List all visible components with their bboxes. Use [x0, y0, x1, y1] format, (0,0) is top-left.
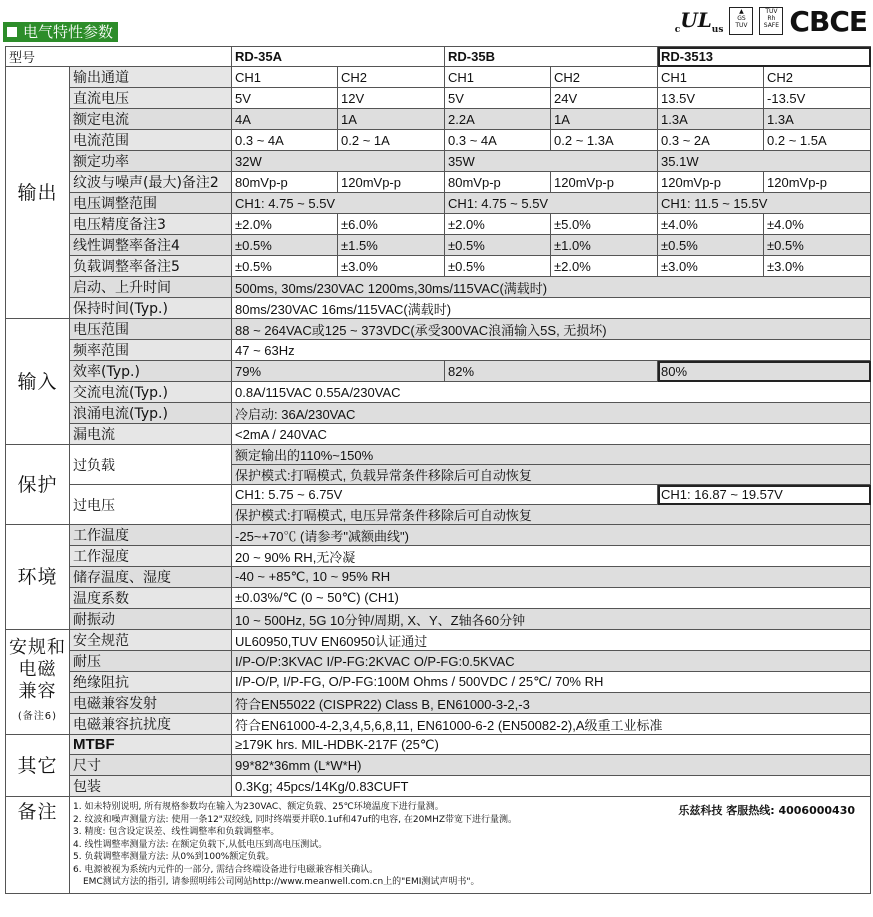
- cell: 35.1W: [658, 151, 871, 172]
- cell: 80%: [658, 361, 871, 382]
- tuv-mark-icon: TUV Rh SAFE: [759, 7, 783, 35]
- row-label: 负载调整率备注5: [70, 256, 232, 277]
- row-label: 电流范围: [70, 130, 232, 151]
- cell: -40 ~ +85℃, 10 ~ 95% RH: [232, 567, 871, 588]
- cell: ±0.5%: [445, 235, 551, 256]
- row-label: 电压调整范围: [70, 193, 232, 214]
- row-label: 电磁兼容抗扰度: [70, 714, 232, 735]
- cell: 4A: [232, 109, 338, 130]
- cell: 35W: [445, 151, 658, 172]
- cell: 0.3Kg; 45pcs/14Kg/0.83CUFT: [232, 776, 871, 797]
- group-protection: 保护: [6, 445, 70, 525]
- model-row: [6, 47, 871, 67]
- cell: CH1: 11.5 ~ 15.5V: [658, 193, 871, 214]
- row-label: 直流电压: [70, 88, 232, 109]
- note-line: 3. 精度: 包含设定误差、线性调整率和负载调整率。: [73, 827, 280, 837]
- cell: 0.8A/115VAC 0.55A/230VAC: [232, 382, 871, 403]
- cell: ±2.0%: [551, 256, 658, 277]
- cell: 120mVp-p: [551, 172, 658, 193]
- row-label: 线性调整率备注4: [70, 235, 232, 256]
- cell: ±1.0%: [551, 235, 658, 256]
- cell: ±6.0%: [338, 214, 445, 235]
- spec-table: [5, 46, 871, 894]
- row-label: 交流电流(Typ.): [70, 382, 232, 403]
- cell: ≥179K hrs. MIL-HDBK-217F (25℃): [232, 735, 871, 755]
- section-title-text: 电气特性参数: [23, 23, 114, 41]
- row-label: 耐振动: [70, 609, 232, 630]
- row-label: 安全规范: [70, 630, 232, 651]
- cell: 20 ~ 90% RH,无冷凝: [232, 546, 871, 567]
- row-label: 耐压: [70, 651, 232, 672]
- cell: I/P-O/P, I/P-FG, O/P-FG:100M Ohms / 500VDC / 25℃/ 70% RH: [232, 672, 871, 693]
- cell: CH1: [445, 67, 551, 88]
- cell: 79%: [232, 361, 445, 382]
- row-label: 过电压: [70, 485, 232, 525]
- row-label: 输出通道: [70, 67, 232, 88]
- cell: 80mVp-p: [445, 172, 551, 193]
- row-label: 效率(Typ.): [70, 361, 232, 382]
- group-input: 输入: [6, 319, 70, 445]
- cb-ce-logo: CBCE: [789, 4, 867, 38]
- cell: 0.2 ~ 1A: [338, 130, 445, 151]
- row-label: 纹波与噪声(最大)备注2: [70, 172, 232, 193]
- row-label: 浪涌电流(Typ.): [70, 403, 232, 424]
- note-line: EMC测试方法的指引, 请参照明纬公司网站http://www.meanwell.com.cn上的"EMI测试声明书"。: [83, 877, 480, 887]
- cell: ±0.5%: [232, 256, 338, 277]
- cell: 0.3 ~ 4A: [445, 130, 551, 151]
- cell: 13.5V: [658, 88, 764, 109]
- note-line: 5. 负载调整率测量方法: 从0%到100%额定负载。: [73, 852, 275, 862]
- cell: 47 ~ 63Hz: [232, 340, 871, 361]
- row-label: 绝缘阻抗: [70, 672, 232, 693]
- cell: ±5.0%: [551, 214, 658, 235]
- row-label: 保持时间(Typ.): [70, 298, 232, 319]
- cell: ±0.03%/℃ (0 ~ 50℃) (CH1): [232, 588, 871, 609]
- row-label: 温度系数: [70, 588, 232, 609]
- note-line: 4. 线性调整率测量方法: 在额定负载下,从低电压到高电压测试。: [73, 839, 328, 850]
- model-rd35b: RD-35B: [445, 47, 658, 67]
- row-label: 包装: [70, 776, 232, 797]
- cell: 10 ~ 500Hz, 5G 10分钟/周期, X、Y、Z轴各60分钟: [232, 609, 871, 630]
- cell: 80ms/230VAC 16ms/115VAC(满载时): [232, 298, 871, 319]
- row-label: 电磁兼容发射: [70, 693, 232, 714]
- row-label: 额定电流: [70, 109, 232, 130]
- cell: 符合EN61000-4-2,3,4,5,6,8,11, EN61000-6-2 (EN50082-2),A级重工业标准: [232, 714, 871, 735]
- cell: 保护模式:打嗝模式, 电压异常条件移除后可自动恢复: [232, 505, 871, 525]
- cell: 符合EN55022 (CISPR22) Class B, EN61000-3-2,-3: [232, 693, 871, 714]
- cell: 82%: [445, 361, 658, 382]
- cell: 24V: [551, 88, 658, 109]
- cell: CH1: 5.75 ~ 6.75V: [232, 485, 658, 505]
- cell: 冷启动: 36A/230VAC: [232, 403, 871, 424]
- note-line: 1. 如未特别说明, 所有规格参数均在输入为230VAC、额定负载、25℃环境温度下进行量测。: [73, 802, 444, 812]
- cell: ±1.5%: [338, 235, 445, 256]
- square-icon: [7, 27, 17, 37]
- cell: ±2.0%: [445, 214, 551, 235]
- row-label: 过负载: [70, 445, 232, 485]
- note-line: 2. 纹波和噪声测量方法: 使用一条12"双绞线, 同时终端要并联0.1uf和47uf的电容, 在20MHZ带宽下进行量测。: [73, 814, 518, 825]
- row-label: 电压精度备注3: [70, 214, 232, 235]
- cell: -13.5V: [764, 88, 871, 109]
- cell: CH2: [551, 67, 658, 88]
- cell: CH2: [764, 67, 871, 88]
- safety-triangle-icon: ▲ GS TUV: [729, 7, 753, 35]
- cell: ±0.5%: [232, 235, 338, 256]
- cell: 额定输出的110%~150%: [232, 445, 871, 465]
- cell: 0.3 ~ 4A: [232, 130, 338, 151]
- cell: 0.2 ~ 1.5A: [764, 130, 871, 151]
- cell: 120mVp-p: [764, 172, 871, 193]
- hotline-text: 乐兹科技 客服热线: 4006000430: [678, 804, 856, 817]
- cell: 88 ~ 264VAC或125 ~ 373VDC(承受300VAC浪涌输入5S, 无损坏): [232, 319, 871, 340]
- model-rd3513: RD-3513: [658, 47, 871, 67]
- cell: -25~+70℃ (请参考"减额曲线"): [232, 525, 871, 546]
- cell: 12V: [338, 88, 445, 109]
- row-label: 储存温度、湿度: [70, 567, 232, 588]
- cell: CH1: 4.75 ~ 5.5V: [445, 193, 658, 214]
- cell: 120mVp-p: [658, 172, 764, 193]
- cell: 80mVp-p: [232, 172, 338, 193]
- cell: 1A: [551, 109, 658, 130]
- cell: 0.3 ~ 2A: [658, 130, 764, 151]
- cell: CH1: [658, 67, 764, 88]
- page-header: [0, 0, 873, 46]
- cell: <2mA / 240VAC: [232, 424, 871, 445]
- row-label: 工作湿度: [70, 546, 232, 567]
- section-title: [3, 22, 118, 42]
- note-line: 6. 电源被视为系统内元件的一部分, 需结合终端设备进行电磁兼容相关确认。: [73, 864, 379, 875]
- notes-block: [73, 801, 867, 889]
- certification-logos: [675, 4, 867, 38]
- cell: 120mVp-p: [338, 172, 445, 193]
- cell: ±0.5%: [764, 235, 871, 256]
- row-label: 额定功率: [70, 151, 232, 172]
- ul-logo: $_cUL_{us}$: [674, 7, 724, 35]
- cell: 0.2 ~ 1.3A: [551, 130, 658, 151]
- cell: 5V: [445, 88, 551, 109]
- cell: 99*82*36mm (L*W*H): [232, 755, 871, 776]
- cell: 1A: [338, 109, 445, 130]
- cell: 32W: [232, 151, 445, 172]
- cell: 1.3A: [764, 109, 871, 130]
- cell: ±0.5%: [445, 256, 551, 277]
- cell: CH1: 16.87 ~ 19.57V: [658, 485, 871, 505]
- row-label: 工作温度: [70, 525, 232, 546]
- group-environment: 环境: [6, 525, 70, 630]
- row-label: 频率范围: [70, 340, 232, 361]
- cell: 2.2A: [445, 109, 551, 130]
- model-label: 型号: [6, 47, 232, 67]
- notes-cell: [70, 797, 871, 894]
- row-label: 尺寸: [70, 755, 232, 776]
- group-safety: 安规和 电磁 兼容 (备注6): [6, 630, 70, 735]
- cell: 1.3A: [658, 109, 764, 130]
- cell: ±3.0%: [764, 256, 871, 277]
- model-rd35a: RD-35A: [232, 47, 445, 67]
- cell: ±4.0%: [764, 214, 871, 235]
- cell: ±3.0%: [338, 256, 445, 277]
- group-other: 其它: [6, 735, 70, 797]
- group-output: 输出: [6, 67, 70, 319]
- cell: UL60950,TUV EN60950认证通过: [232, 630, 871, 651]
- row-label: MTBF: [70, 735, 232, 755]
- cell: CH1: [232, 67, 338, 88]
- cell: 500ms, 30ms/230VAC 1200ms,30ms/115VAC(满载时): [232, 277, 871, 298]
- cell: ±2.0%: [232, 214, 338, 235]
- cell: ±4.0%: [658, 214, 764, 235]
- cell: 保护模式:打嗝模式, 负载异常条件移除后可自动恢复: [232, 465, 871, 485]
- cell: 5V: [232, 88, 338, 109]
- row-label: 漏电流: [70, 424, 232, 445]
- group-notes: 备注: [6, 797, 70, 894]
- cell: ±0.5%: [658, 235, 764, 256]
- cell: CH2: [338, 67, 445, 88]
- row-label: 启动、上升时间: [70, 277, 232, 298]
- row-label: 电压范围: [70, 319, 232, 340]
- cell: I/P-O/P:3KVAC I/P-FG:2KVAC O/P-FG:0.5KVAC: [232, 651, 871, 672]
- cell: CH1: 4.75 ~ 5.5V: [232, 193, 445, 214]
- cell: ±3.0%: [658, 256, 764, 277]
